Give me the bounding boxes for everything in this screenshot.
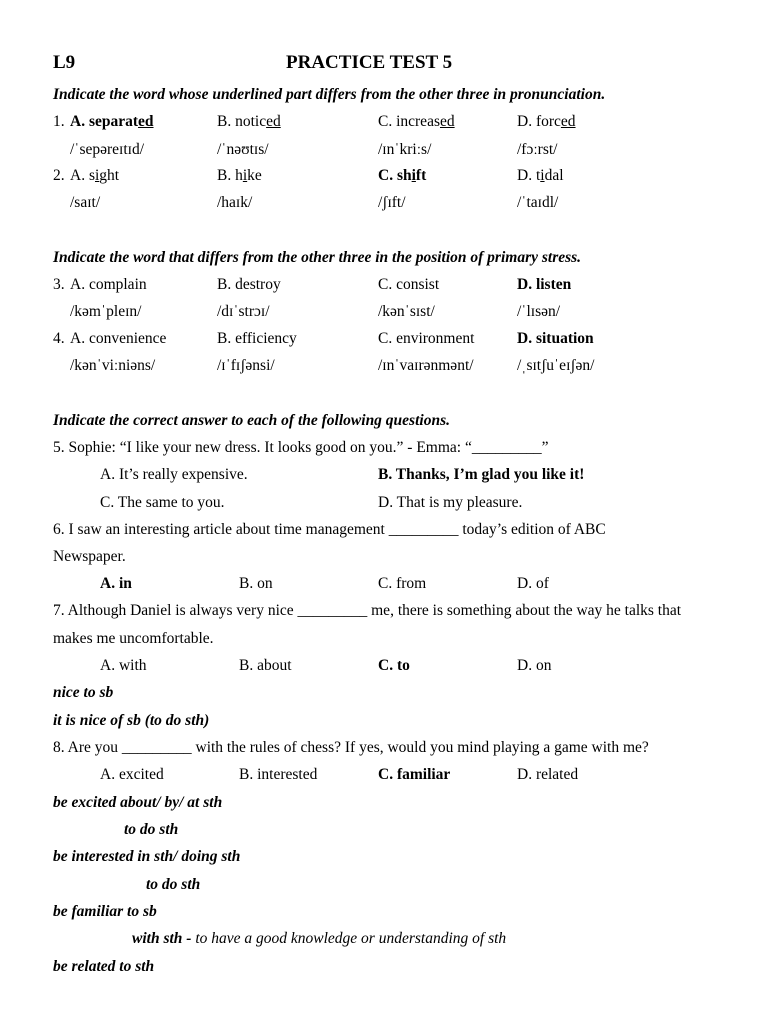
- q2-option-a-rest: ght: [99, 167, 120, 184]
- q2-number: 2.: [53, 167, 65, 184]
- q4-ipa-d: /ˌsɪtʃuˈeɪʃən/: [517, 357, 595, 374]
- q6-stem-line2: Newspaper.: [53, 548, 126, 565]
- q3-ipa-d: /ˈlɪsən/: [517, 303, 561, 320]
- q6-stem-line1: 6. I saw an interesting article about time management _________ today’s edition of ABC: [53, 521, 606, 538]
- q8-stem: 8. Are you _________ with the rules of chess? If yes, would you mind playing a game with me?: [53, 739, 649, 756]
- q5-option-a: A. It’s really expensive.: [100, 466, 248, 483]
- q2-option-a-underlined: i: [94, 167, 100, 184]
- q1-option-d: [517, 112, 576, 132]
- q3-option-b: B. destroy: [217, 276, 281, 293]
- q1-option-c-underlined: ed: [439, 113, 455, 130]
- q8-option-d: D. related: [517, 766, 579, 783]
- q2-option-c: [378, 166, 426, 186]
- q1-number: 1.: [53, 113, 65, 130]
- q1-option-d-text: D. forc: [517, 113, 561, 130]
- q3-ipa-b: /dɪˈstrɔɪ/: [217, 303, 270, 320]
- q5-option-b: B. Thanks, I’m glad you like it!: [378, 466, 585, 483]
- q1-option-a-underlined: ed: [138, 113, 154, 130]
- q4-ipa-c: /ɪnˈvaɪrənmənt/: [378, 357, 474, 374]
- q3-number: 3.: [53, 276, 65, 293]
- q7-note-2: it is nice of sb (to do sth): [53, 712, 210, 729]
- q2-ipa-b: /haɪk/: [217, 194, 253, 211]
- q1-ipa-c: /ɪnˈkriːs/: [378, 141, 432, 158]
- q2-option-d: [517, 166, 564, 186]
- q3-ipa-a: /kəmˈpleɪn/: [70, 303, 142, 320]
- q8-note-1: be excited about/ by/ at sth: [53, 794, 223, 811]
- q1-option-b-text: B. notic: [217, 113, 267, 130]
- q3-ipa-c: /kənˈsɪst/: [378, 303, 435, 320]
- q2-option-b-underlined: i: [242, 167, 248, 184]
- q8-note-2: to do sth: [124, 821, 179, 838]
- q2-ipa-c: /ʃɪft/: [378, 194, 406, 211]
- q2-option-a-text: A. s: [70, 167, 95, 184]
- section-stress-heading: Indicate the word that differs from the other three in the position of primary stress.: [53, 249, 582, 266]
- q1-option-c: [378, 112, 455, 132]
- q2-option-b-rest: ke: [247, 167, 262, 184]
- q5-stem: 5. Sophie: “I like your new dress. It looks good on you.” - Emma: “_________”: [53, 439, 549, 456]
- q8-note-3: be interested in sth/ doing sth: [53, 848, 241, 865]
- q1-option-a: [70, 112, 154, 132]
- q2-option-c-rest: ft: [415, 167, 427, 184]
- section-pronunciation-heading: Indicate the word whose underlined part differs from the other three in pronunciation.: [53, 86, 606, 103]
- q4-option-c: C. environment: [378, 330, 475, 347]
- q4-option-d: D. situation: [517, 330, 594, 347]
- q2-option-d-rest: dal: [544, 167, 564, 184]
- page-title: PRACTICE TEST 5: [286, 52, 453, 73]
- q2-option-b-text: B. h: [217, 167, 243, 184]
- q7-option-d: D. on: [517, 657, 552, 674]
- q4-option-b: B. efficiency: [217, 330, 297, 347]
- q7-stem-line1: 7. Although Daniel is always very nice _________ me, there is something about the way he talks that: [53, 602, 682, 619]
- q3-option-c: C. consist: [378, 276, 440, 293]
- q4-ipa-a: /kənˈviːniəns/: [70, 357, 156, 374]
- q6-option-a: A. in: [100, 575, 132, 592]
- q1-option-c-text: C. increas: [378, 113, 440, 130]
- q8-note-5: be familiar to sb: [53, 903, 157, 920]
- section-correct-answer-heading: Indicate the correct answer to each of the following questions.: [53, 412, 450, 429]
- level-label: L9: [53, 52, 76, 73]
- q6-option-c: C. from: [378, 575, 427, 592]
- q8-note-6-phrase: with sth -: [132, 930, 196, 947]
- q8-note-7: be related to sth: [53, 958, 155, 975]
- q8-option-c: C. familiar: [378, 766, 451, 783]
- q2-ipa-d: /ˈtaɪdl/: [517, 194, 559, 211]
- q8-note-6-definition: to have a good knowledge or understanding of sth: [195, 930, 507, 947]
- q1-ipa-a: /ˈsepəreɪtɪd/: [70, 141, 145, 158]
- q8-option-b: B. interested: [239, 766, 318, 783]
- q7-option-a: A. with: [100, 657, 147, 674]
- q7-note-1: nice to sb: [53, 684, 114, 701]
- q1-option-d-underlined: ed: [560, 113, 576, 130]
- q2-option-c-underlined: i: [411, 167, 416, 184]
- q7-option-b: B. about: [239, 657, 292, 674]
- q8-option-a: A. excited: [100, 766, 164, 783]
- q3-option-d: D. listen: [517, 276, 572, 293]
- q2-ipa-a: /saɪt/: [70, 194, 101, 211]
- q4-number: 4.: [53, 330, 65, 347]
- q4-option-a: A. convenience: [70, 330, 167, 347]
- q6-option-d: D. of: [517, 575, 549, 592]
- q4-ipa-b: /ɪˈfɪʃənsi/: [217, 357, 275, 374]
- q2-option-d-underlined: i: [540, 167, 545, 184]
- q2-option-a: [70, 166, 119, 186]
- q1-option-b: [217, 112, 281, 132]
- q2-option-c-text: C. sh: [378, 167, 412, 184]
- q2-option-b: [217, 166, 262, 186]
- q1-ipa-b: /ˈnəʊtɪs/: [217, 141, 269, 158]
- q1-option-a-text: A. separat: [70, 113, 139, 130]
- q8-note-4: to do sth: [146, 876, 201, 893]
- q5-option-c: C. The same to you.: [100, 494, 225, 511]
- q1-option-b-underlined: ed: [266, 113, 281, 130]
- q6-option-b: B. on: [239, 575, 273, 592]
- q7-stem-line2: makes me uncomfortable.: [53, 630, 214, 647]
- q5-option-d: D. That is my pleasure.: [378, 494, 523, 511]
- q1-ipa-d: /fɔːrst/: [517, 141, 558, 158]
- q8-note-6: [132, 929, 506, 949]
- q2-option-d-text: D. t: [517, 167, 541, 184]
- q3-option-a: A. complain: [70, 276, 147, 293]
- q7-option-c: C. to: [378, 657, 410, 674]
